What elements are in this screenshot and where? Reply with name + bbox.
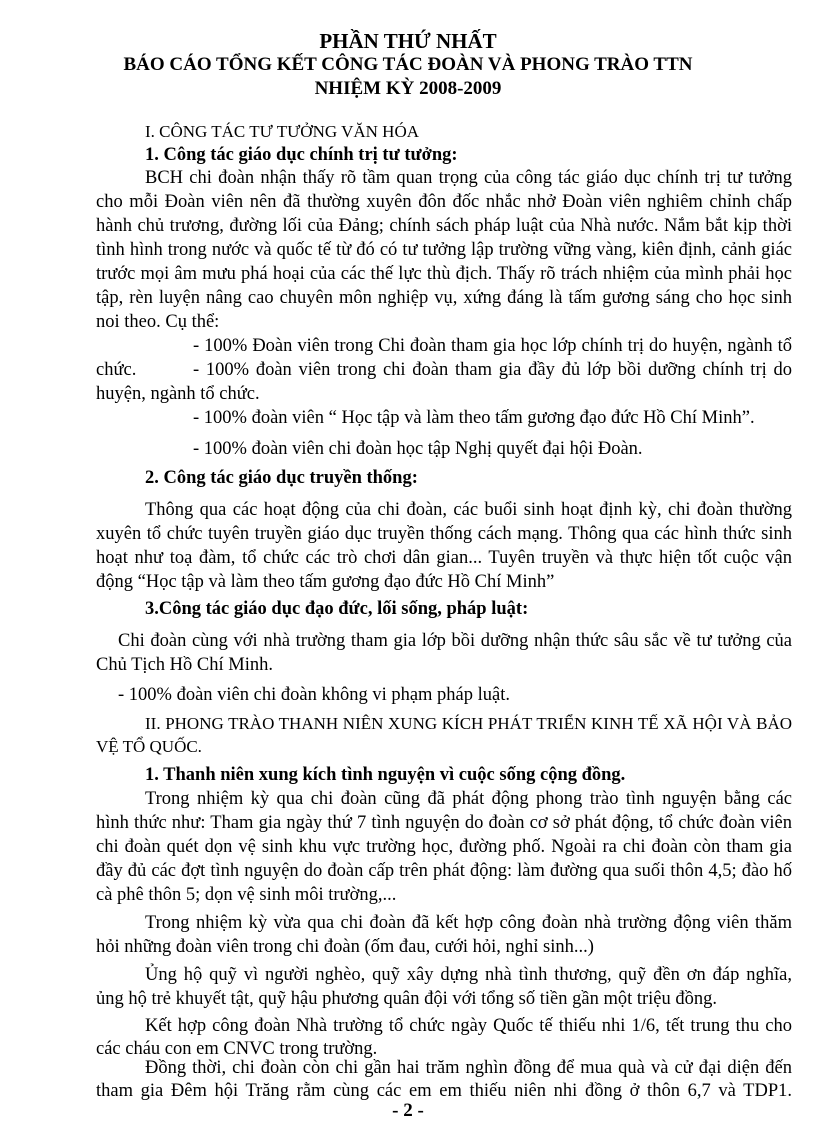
paragraph-line: hành chủ trương, đường lối của Đảng; chính sách pháp luật của Nhà nước. Nắm bắt kịp thời xyxy=(96,216,792,236)
subsection-heading: 1. Thanh niên xung kích tình nguyện vì cuộc sống cộng đồng. xyxy=(145,765,626,785)
paragraph-line: Đồng thời, chi đoàn còn chi gần hai trăm nghìn đồng để mua quà và cử đại diện đến xyxy=(145,1058,792,1078)
section-heading: I. CÔNG TÁC TƯ TƯỞNG VĂN HÓA xyxy=(145,122,419,141)
bullet-item: chức. xyxy=(96,360,137,380)
paragraph-line: BCH chi đoàn nhận thấy rõ tầm quan trọng của công tác giáo dục chính trị tư tưởng xyxy=(145,168,792,188)
paragraph-line: hỏi những đoàn viên trong chi đoàn (ốm đau, cưới hỏi, nghỉ sinh...) xyxy=(96,937,594,957)
paragraph-line: các cháu con em CNVC trong trường. xyxy=(96,1039,378,1059)
subsection-heading: 3.Công tác giáo dục đạo đức, lối sống, pháp luật: xyxy=(145,599,529,619)
section-heading: VỆ TỔ QUỐC. xyxy=(96,737,202,756)
bullet-item: - 100% đoàn viên chi đoàn học tập Nghị quyết đại hội Đoàn. xyxy=(193,439,643,459)
term-title: NHIỆM KỲ 2008-2009 xyxy=(314,78,502,99)
paragraph-line: hoạt như toạ đàm, tổ chức các trò chơi dân gian... Tuyên truyền và thực hiện tốt cuộc vận xyxy=(96,548,792,568)
paragraph-line: noi theo. Cụ thể: xyxy=(96,312,220,332)
paragraph-line: Thông qua các hoạt động của chi đoàn, các buổi sinh hoạt định kỳ, chi đoàn thường xyxy=(145,500,792,520)
paragraph-line: chi đoàn quét dọn vệ sinh khu vực trường học, đường phố. Ngoài ra chi đoàn còn tham gia xyxy=(96,837,792,857)
subsection-heading: 2. Công tác giáo dục truyền thống: xyxy=(145,468,418,488)
bullet-item: - 100% đoàn viên “ Học tập và làm theo tấm gương đạo đức Hồ Chí Minh”. xyxy=(193,408,755,428)
report-title: BÁO CÁO TỔNG KẾT CÔNG TÁC ĐOÀN VÀ PHONG TRÀO TTN xyxy=(123,54,693,75)
bullet-item: - 100% đoàn viên chi đoàn không vi phạm pháp luật. xyxy=(118,685,511,705)
paragraph-line: Ủng hộ quỹ vì người nghèo, quỹ xây dựng nhà tình thương, quỹ đền ơn đáp nghĩa, xyxy=(145,965,792,985)
bullet-item: huyện, ngành tổ chức. xyxy=(96,384,260,404)
paragraph-line: Chi đoàn cùng với nhà trường tham gia lớp bồi dưỡng nhận thức sâu sắc về tư tưởng của xyxy=(118,631,792,651)
section-heading: II. PHONG TRÀO THANH NIÊN XUNG KÍCH PHÁT TRIỂN KINH TẾ XÃ HỘI VÀ BẢO xyxy=(145,714,792,733)
paragraph-line: Chủ Tịch Hồ Chí Minh. xyxy=(96,655,273,675)
paragraph-line: đầy đủ các đợt tình nguyện do đoàn cấp trên phát động: làm đường qua suối thôn 4,5; đào hố xyxy=(96,861,792,881)
part-title: PHẦN THỨ NHẤT xyxy=(319,29,497,53)
paragraph-line: Trong nhiệm kỳ qua chi đoàn cũng đã phát động phong trào tình nguyện bằng các xyxy=(145,789,792,809)
paragraph-line: Trong nhiệm kỳ vừa qua chi đoàn đã kết hợp công đoàn nhà trường động viên thăm xyxy=(145,913,792,933)
paragraph-line: cho mỗi Đoàn viên nên đã thường xuyên đôn đốc nhắc nhở Đoàn viên nghiêm chỉnh chấp xyxy=(96,192,792,212)
paragraph-line: xuyên tổ chức tuyên truyền giáo dục truyền thống cách mạng. Thông qua các hình thức sinh xyxy=(96,524,792,544)
paragraph-line: hình thức như: Tham gia ngày thứ 7 tình nguyện do đoàn cơ sở phát động, tổ chức đoàn viên xyxy=(96,813,792,833)
paragraph-line: tình hình trong nước và quốc tế từ đó có tư tưởng lập trường vững vàng, kiên định, cảnh giác xyxy=(96,240,792,260)
paragraph-line: tập, rèn luyện nâng cao chuyên môn nghiệp vụ, xứng đáng là tấm gương sáng cho học sinh xyxy=(96,288,792,308)
paragraph-line: Kết hợp công đoàn Nhà trường tổ chức ngày Quốc tế thiếu nhi 1/6, tết trung thu cho xyxy=(145,1016,792,1036)
bullet-item: - 100% Đoàn viên trong Chi đoàn tham gia học lớp chính trị do huyện, ngành tổ xyxy=(193,336,792,356)
paragraph-line: động “Học tập và làm theo tấm gương đạo đức Hồ Chí Minh” xyxy=(96,572,555,592)
subsection-heading: 1. Công tác giáo dục chính trị tư tưởng: xyxy=(145,145,458,165)
paragraph-line: tham gia Đêm hội Trăng rằm cùng các em em thiếu niên nhi đồng ở thôn 6,7 và TDP1. xyxy=(96,1081,792,1101)
page-number: - 2 - xyxy=(392,1100,424,1121)
paragraph-line: trước mọi âm mưu phá hoại của các thế lực thù địch. Thấy rõ trách nhiệm của mình phải học xyxy=(96,264,792,284)
paragraph-line: ủng hộ trẻ khuyết tật, quỹ hậu phương quân đội với tổng số tiền gần một triệu đồng. xyxy=(96,989,717,1009)
bullet-item: - 100% đoàn viên trong chi đoàn tham gia đầy đủ lớp bồi dưỡng chính trị do xyxy=(193,360,792,380)
paragraph-line: cà phê thôn 5; dọn vệ sinh môi trường,... xyxy=(96,885,397,905)
